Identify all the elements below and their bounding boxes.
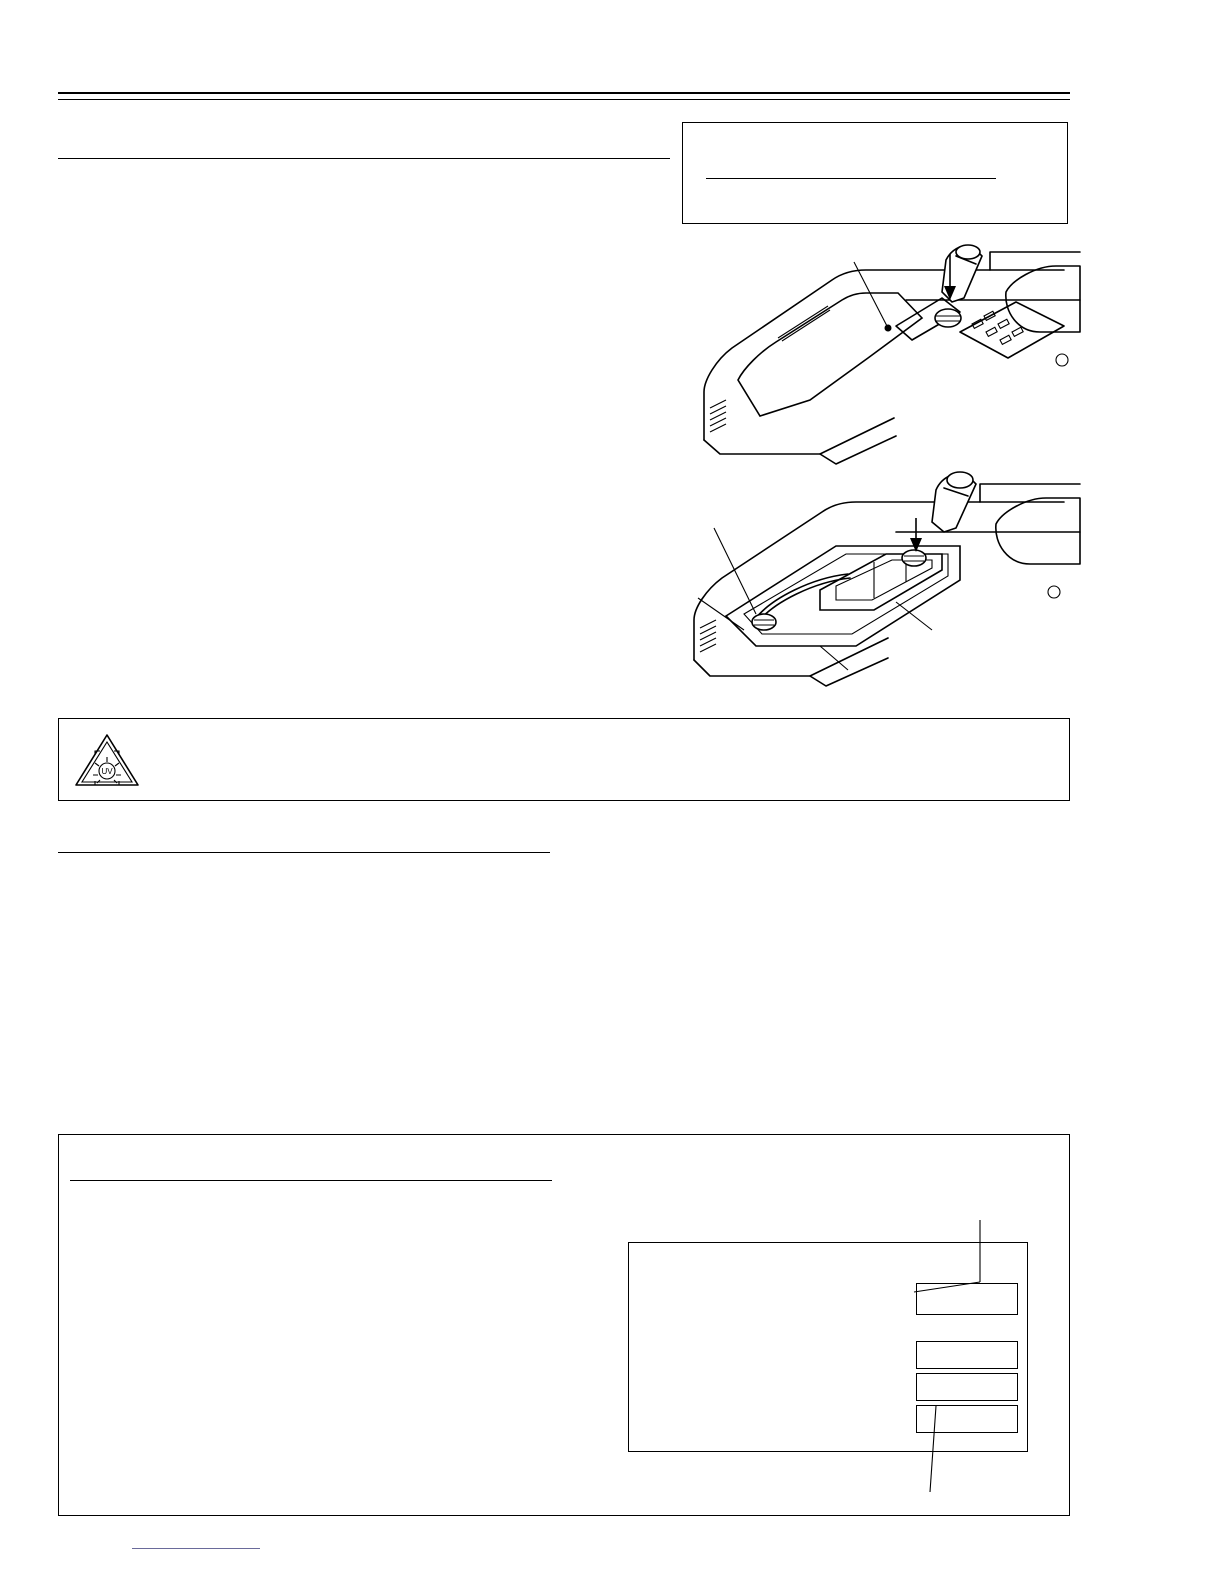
note-box-rule xyxy=(706,178,996,179)
header-rule-thin xyxy=(58,99,1070,100)
illustration-projector-top-open xyxy=(660,470,1080,710)
note-box xyxy=(682,122,1068,224)
bottom-box-body xyxy=(71,1203,611,1473)
svg-text:UV: UV xyxy=(101,767,113,776)
section-rule-order-replacement-lamp xyxy=(58,852,550,853)
menu-callout-leaders xyxy=(900,1210,1030,1500)
section-body-order-replacement-lamp xyxy=(58,866,1070,1106)
illustration-projector-top-closed xyxy=(660,240,1080,480)
caution-box xyxy=(58,718,1070,801)
section-body-lamp-replacement xyxy=(58,172,658,692)
section-rule-lamp-replacement xyxy=(58,158,670,159)
header-rule-thick xyxy=(58,92,1070,94)
bottom-box-heading-rule xyxy=(70,1180,552,1181)
footer-link[interactable] xyxy=(132,1548,260,1549)
uv-lamp-warning-icon xyxy=(73,731,141,789)
